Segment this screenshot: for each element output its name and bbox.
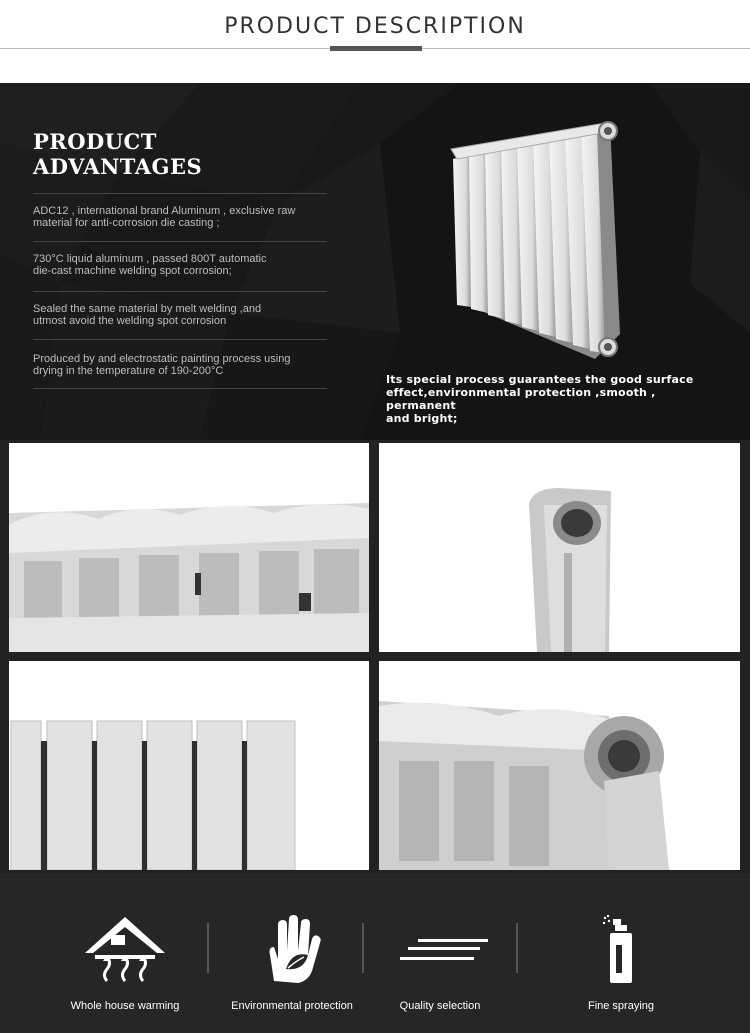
feature-environmental-protection	[212, 873, 372, 1033]
radiator-top-detail-photo	[9, 443, 369, 652]
advantages-title-line1: PRODUCT	[33, 129, 157, 154]
advantage-item	[33, 205, 338, 229]
feature-label: Environmental protection	[231, 1000, 353, 1012]
feature-divider	[516, 923, 518, 973]
advantages-title-line2: ADVANTAGES	[33, 154, 203, 179]
spray-can-icon	[541, 915, 701, 985]
product-advantages-panel	[0, 83, 750, 440]
advantages-title	[33, 129, 202, 179]
advantage-text: Produced by and electrostatic painting process using	[33, 353, 291, 365]
advantage-divider	[33, 339, 327, 340]
caption-line: Its special process guarantees the good surface	[386, 373, 694, 386]
advantage-divider	[33, 388, 327, 389]
speed-lines-icon	[360, 915, 520, 985]
feature-whole-house-warming	[45, 873, 205, 1033]
feature-icon-strip	[0, 873, 750, 1033]
feature-label: Quality selection	[399, 1000, 481, 1012]
caption-line: and bright;	[386, 412, 458, 425]
advantage-item	[33, 353, 338, 377]
feature-label: Whole house warming	[70, 1000, 180, 1012]
advantage-text: ADC12 , international brand Aluminum , exclusive raw	[33, 205, 296, 217]
feature-quality-selection	[360, 873, 520, 1033]
advantage-divider	[33, 291, 327, 292]
advantage-text: utmost avoid the welding spot corrosion	[33, 315, 227, 327]
caption-line: effect,environmental protection ,smooth , permanent	[386, 386, 656, 412]
advantage-item	[33, 253, 338, 277]
process-caption	[386, 373, 716, 425]
detail-photo-gallery	[0, 440, 750, 873]
section-header	[0, 0, 750, 83]
feature-label: Fine spraying	[587, 1000, 655, 1012]
advantage-divider	[33, 241, 327, 242]
advantage-item	[33, 303, 338, 327]
radiator-inlet-detail-photo	[379, 661, 740, 870]
house-heat-icon	[45, 915, 205, 985]
feature-divider	[207, 923, 209, 973]
advantage-text: 730°C liquid aluminum , passed 800T automatic	[33, 253, 267, 265]
advantage-text: die-cast machine welding spot corrosion;	[33, 265, 232, 277]
hand-leaf-icon	[212, 915, 372, 985]
advantage-text: Sealed the same material by melt welding ,and	[33, 303, 262, 315]
radiator-product-image	[445, 119, 625, 364]
radiator-side-profile-photo	[379, 443, 740, 652]
section-title: PRODUCT DESCRIPTION	[224, 14, 526, 39]
radiator-front-fins-photo	[9, 661, 369, 870]
advantage-divider	[33, 193, 327, 194]
header-accent-bar	[330, 46, 422, 51]
feature-fine-spraying	[541, 873, 701, 1033]
advantage-text: material for anti-corrosion die casting ;	[33, 217, 220, 229]
advantage-text: drying in the temperature of 190-200°C	[33, 365, 224, 377]
